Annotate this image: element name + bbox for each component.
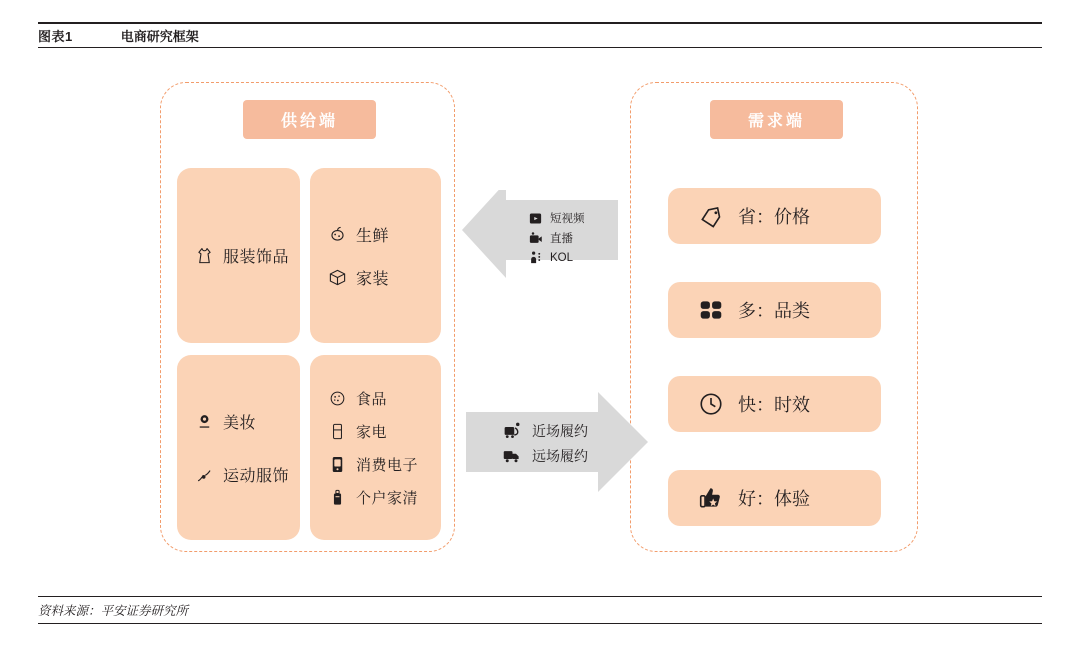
demand-item-label: 快：时效 <box>738 395 810 415</box>
snack-icon <box>328 389 347 408</box>
dress-icon <box>195 246 214 265</box>
supply-block-goods <box>310 355 441 540</box>
diagram-canvas <box>38 60 1042 580</box>
cleaning-icon <box>328 488 347 507</box>
supply-item <box>328 388 441 409</box>
supply-item <box>328 223 441 246</box>
flow-item <box>528 230 585 246</box>
grid-four-icon <box>698 297 724 323</box>
demand-heading: 需求端 <box>710 100 843 139</box>
flow-item <box>502 420 588 441</box>
flow-item-label: 远场履约 <box>532 447 588 464</box>
supply-item-label: 个户家清 <box>356 489 419 507</box>
figure-footer <box>38 596 1042 624</box>
supply-item-label: 食品 <box>356 390 388 408</box>
supply-block-apparel <box>177 168 300 343</box>
flow-item-label: 短视频 <box>550 213 585 225</box>
video-play-icon <box>528 211 543 226</box>
demand-item-category <box>668 282 881 338</box>
demand-item-label: 省：价格 <box>738 207 810 227</box>
appliance-icon <box>328 422 347 441</box>
supply-item <box>328 487 441 508</box>
supply-item-label: 生鲜 <box>356 227 390 245</box>
clock-icon <box>698 391 724 417</box>
flow-arrow-lower <box>458 390 653 495</box>
supply-item <box>328 421 441 442</box>
figure-label: 图表1 <box>38 29 73 44</box>
source-note: 资料来源：平安证券研究所 <box>38 604 189 618</box>
supply-item <box>195 410 300 433</box>
supply-item-label: 家装 <box>356 270 390 288</box>
flow-item-label: 近场履约 <box>532 422 588 439</box>
supply-item-label: 运动服饰 <box>223 467 290 485</box>
supply-block-beauty-sports <box>177 355 300 540</box>
supply-item <box>195 463 300 486</box>
supply-block-fresh-home <box>310 168 441 343</box>
figure-header <box>38 22 1042 48</box>
box-icon <box>328 268 347 287</box>
demand-item-label: 好：体验 <box>738 489 810 509</box>
supply-item-label: 美妆 <box>223 414 257 432</box>
flow-item <box>528 250 585 265</box>
flow-arrow-upper <box>458 190 638 280</box>
supply-heading: 供给端 <box>243 100 376 139</box>
demand-item-label: 多：品类 <box>738 301 810 321</box>
supply-item <box>195 244 300 267</box>
page-title: 电商研究框架 <box>120 29 199 44</box>
kol-icon <box>528 250 543 265</box>
supply-item <box>328 454 441 475</box>
electronics-icon <box>328 455 347 474</box>
flow-item <box>528 210 585 226</box>
supply-item-label: 家电 <box>356 423 388 441</box>
demand-item-experience <box>668 470 881 526</box>
demand-item-speed <box>668 376 881 432</box>
near-delivery-icon <box>502 420 523 441</box>
thumbs-up-icon <box>698 485 724 511</box>
demand-item-price <box>668 188 881 244</box>
supply-item-label: 消费电子 <box>356 456 419 474</box>
sports-icon <box>195 465 214 484</box>
price-tag-icon <box>698 203 724 229</box>
flow-item <box>502 445 588 466</box>
supply-item-label: 服装饰品 <box>223 249 290 266</box>
live-stream-icon <box>528 231 543 246</box>
fresh-food-icon <box>328 225 347 244</box>
makeup-icon <box>195 412 214 431</box>
flow-item-label: KOL <box>550 251 574 264</box>
flow-item-label: 直播 <box>550 233 573 245</box>
far-delivery-icon <box>502 445 523 466</box>
supply-item <box>328 266 441 289</box>
